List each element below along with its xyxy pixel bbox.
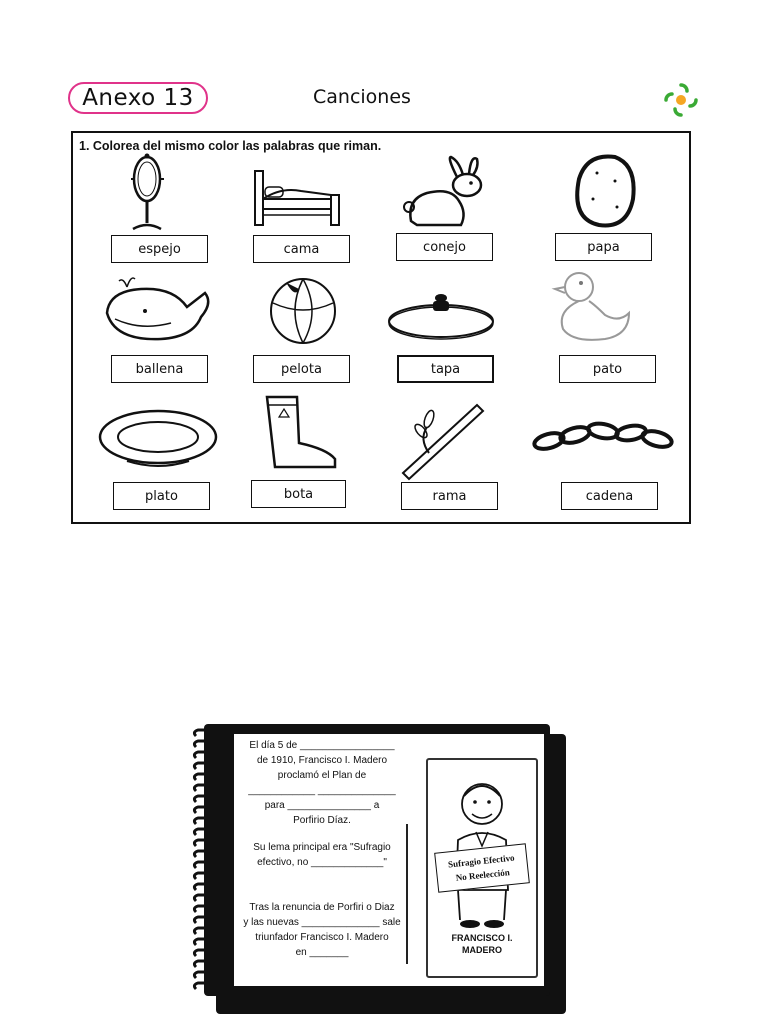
word-box-pelota[interactable]: pelota [253,355,350,383]
rhyming-activity [71,131,691,524]
duck-icon [549,267,635,347]
spiral-coil [194,939,230,945]
spiral-binding-icon [190,726,236,996]
spiral-coil [194,961,230,967]
word-box-papa[interactable]: papa [555,233,652,261]
word-box-bota[interactable]: bota [251,480,346,508]
spiral-coil [194,862,230,868]
page-title: Canciones [313,86,411,108]
portrait-frame [426,758,538,978]
word-box-pato[interactable]: pato [559,355,656,383]
madero-notebook [190,720,585,1020]
spiral-coil [194,895,230,901]
branch-icon [399,399,485,481]
text-paragraph-1: El día 5 de _________________ de 1910, Francisco I. Madero proclamó el Plan de ____________ ______________ para _______________ a Porfirio Díaz. [248,740,396,826]
word-box-tapa[interactable]: tapa [397,355,494,383]
spiral-coil [194,983,230,989]
spiral-coil [194,851,230,857]
spiral-coil [194,950,230,956]
text-paragraph-2: Su lema principal era "Sufragio efectivo, no _____________" [253,842,391,868]
word-box-plato[interactable]: plato [113,482,210,510]
boot-icon [257,393,341,473]
word-box-ballena[interactable]: ballena [111,355,208,383]
bed-icon [251,167,347,229]
whale-icon [101,273,217,345]
flower-logo-icon [662,81,700,119]
spiral-coil [194,807,230,813]
spiral-coil [194,752,230,758]
portrait-name: FRANCISCO I. MADERO [451,933,513,955]
spiral-coil [194,873,230,879]
word-box-espejo[interactable]: espejo [111,235,208,263]
spiral-coil [194,906,230,912]
rabbit-icon [401,155,491,231]
plate-icon [97,407,219,471]
activity-instruction: 1. Colorea del mismo color las palabras que riman. [79,139,382,153]
word-box-rama[interactable]: rama [401,482,498,510]
spiral-coil [194,730,230,736]
annex-badge: Anexo 13 [68,82,208,114]
spiral-coil [194,774,230,780]
spiral-coil [194,763,230,769]
potato-icon [567,151,641,231]
spiral-coil [194,928,230,934]
chain-icon [531,413,677,463]
word-box-cadena[interactable]: cadena [561,482,658,510]
word-box-cama[interactable]: cama [253,235,350,263]
spiral-coil [194,796,230,802]
spiral-coil [194,917,230,923]
mirror-icon [125,151,170,233]
spiral-coil [194,818,230,824]
spiral-coil [194,785,230,791]
spiral-coil [194,829,230,835]
lid-icon [385,289,497,345]
text-paragraph-3: Tras la renuncia de Porfiri o Diaz y las nuevas ______________ sale triunfador Francisco I. Madero en _______ [243,902,401,958]
ball-icon [267,273,339,349]
word-box-conejo[interactable]: conejo [396,233,493,261]
slogan-banner: Sufragio Efectivo No Reelección [434,843,530,892]
spiral-coil [194,840,230,846]
spiral-coil [194,741,230,747]
notebook-page [234,734,544,986]
spiral-coil [194,884,230,890]
page-divider [406,824,408,964]
spiral-coil [194,972,230,978]
